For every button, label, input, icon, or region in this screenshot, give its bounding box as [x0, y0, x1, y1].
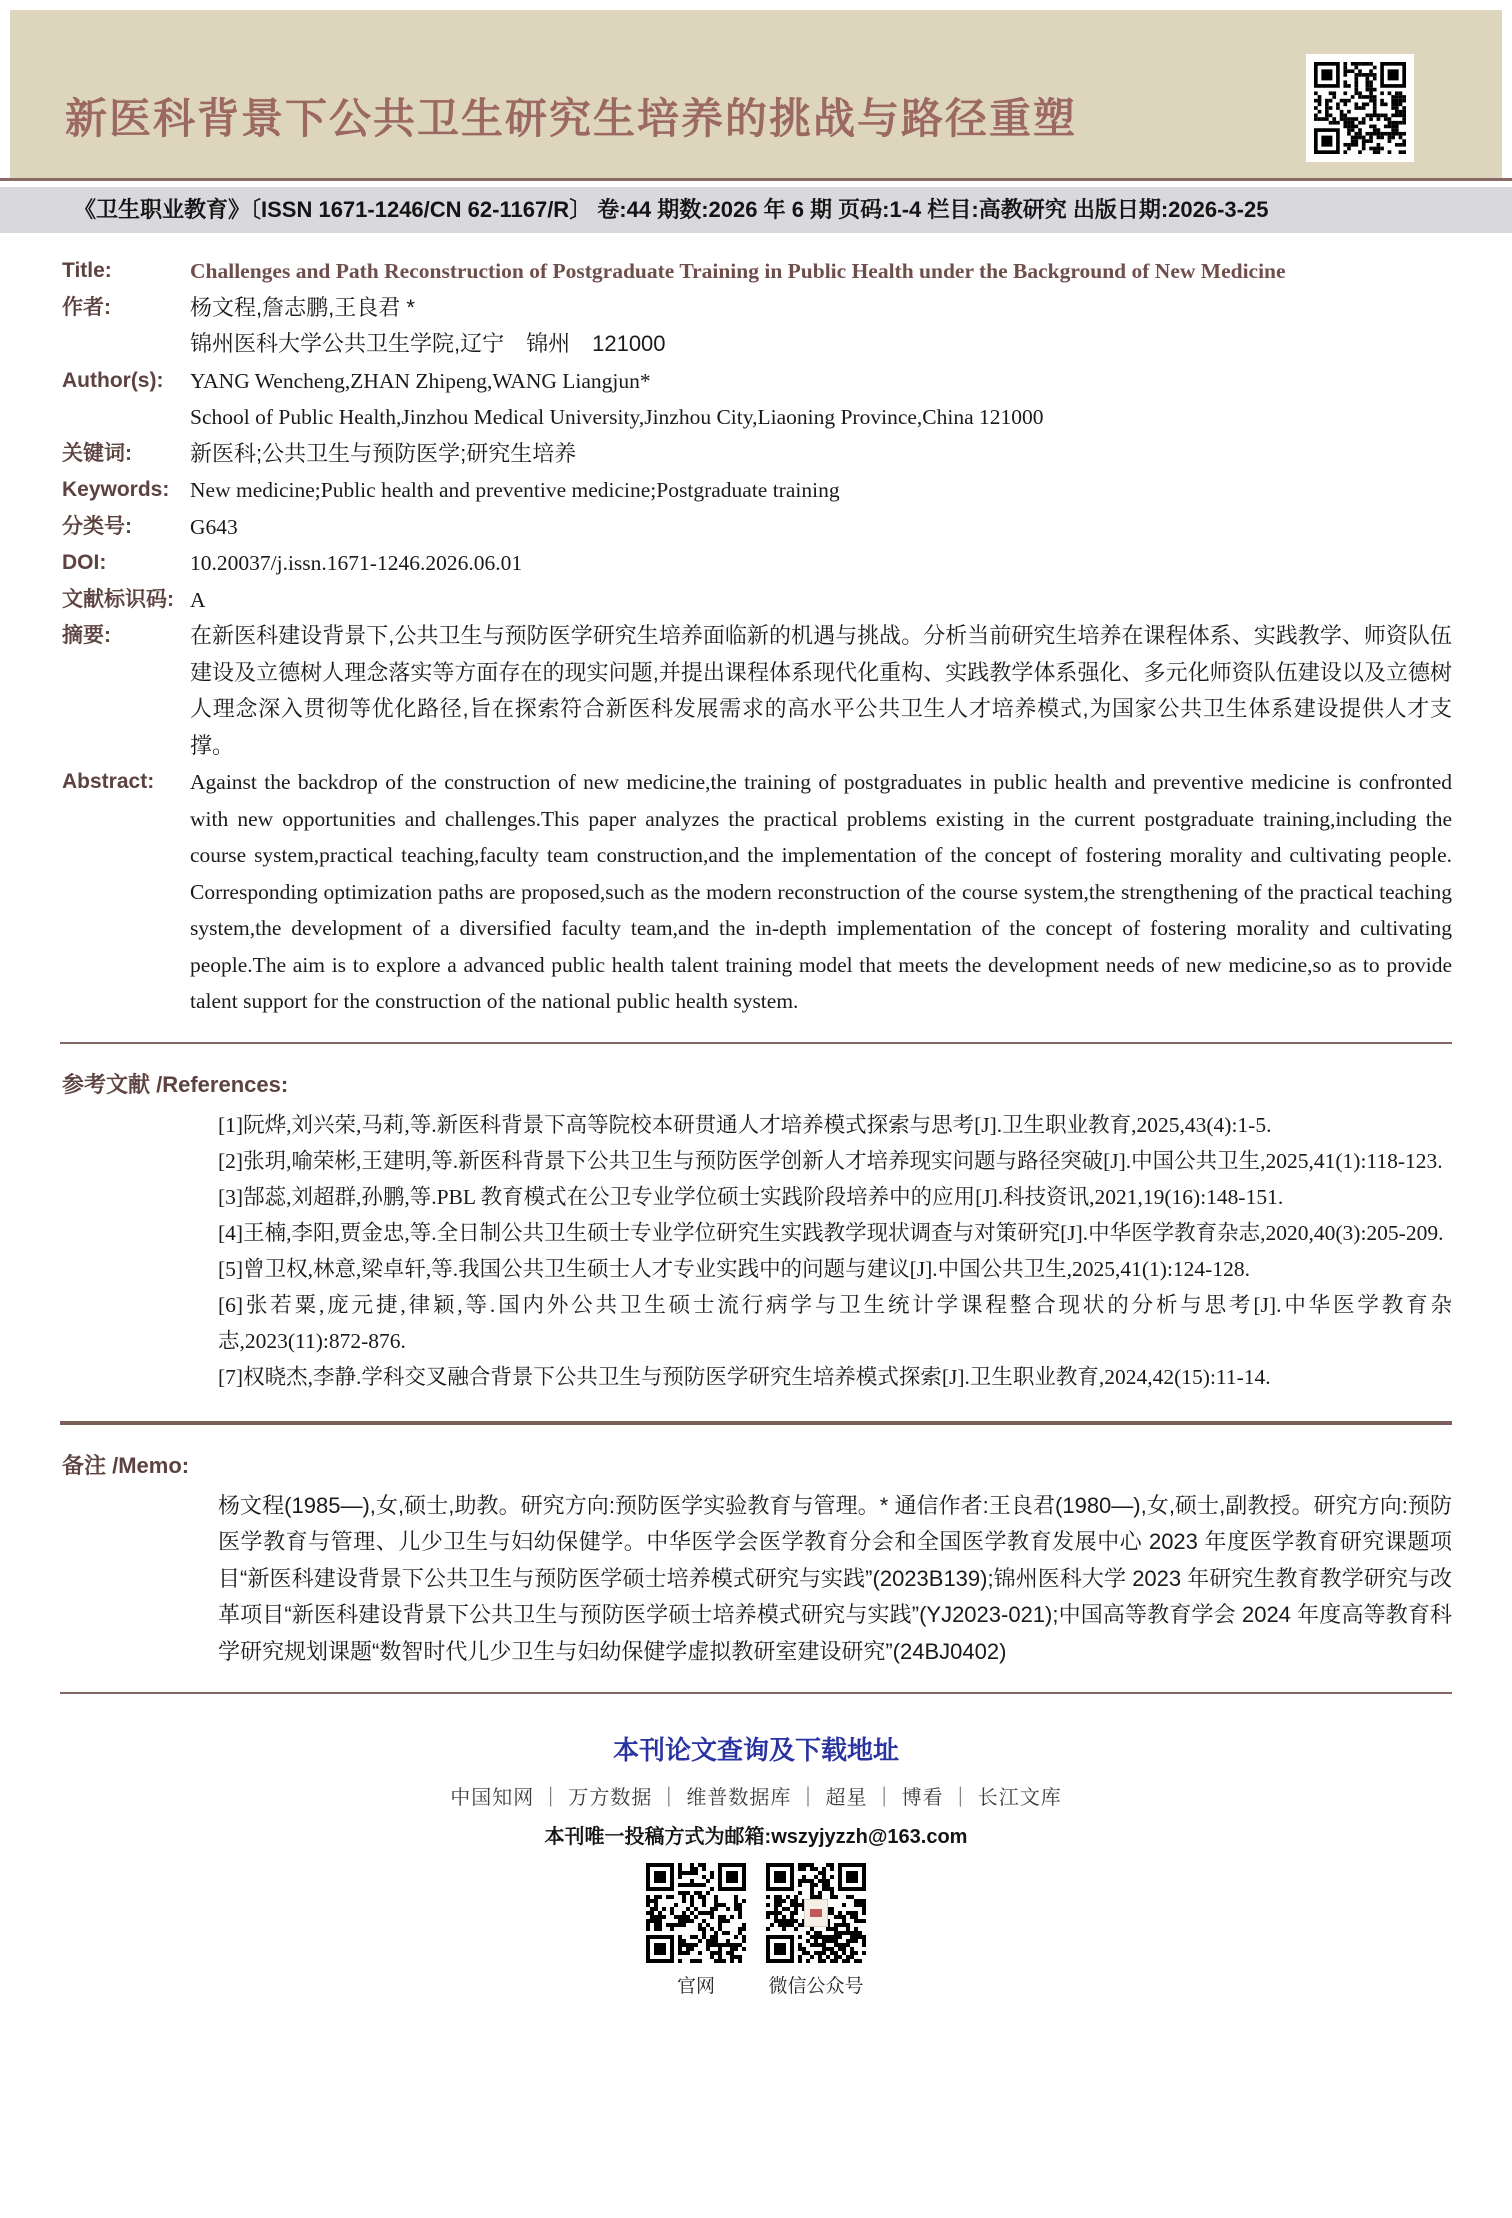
qr-matrix — [1314, 62, 1406, 154]
meta-row-abstract-cn — [62, 618, 1452, 764]
meta-label-title: Title: — [62, 259, 112, 282]
meta-row-keywords-cn — [62, 436, 1452, 473]
official-site-qr — [646, 1863, 746, 1998]
authors-en-names: YANG Wencheng,ZHAN Zhipeng,WANG Liangjun* — [190, 368, 651, 393]
qr-matrix — [646, 1863, 746, 1963]
meta-label-abstract-cn: 摘要: — [62, 624, 111, 647]
meta-row-abstract-en — [62, 764, 1452, 1020]
metadata-table — [62, 253, 1452, 1020]
meta-row-clc — [62, 509, 1452, 546]
article-title-cn: 新医科背景下公共卫生研究生培养的挑战与路径重塑 — [65, 95, 1078, 142]
meta-value-doi: 10.20037/j.issn.1671-1246.2026.06.01 — [190, 551, 523, 575]
meta-value-authors-en — [190, 363, 1452, 436]
header-divider — [0, 178, 1512, 181]
meta-row-doi — [62, 545, 1452, 582]
meta-value-authors-cn — [190, 290, 1452, 363]
reference-item: [7]权晓杰,李静.学科交叉融合背景下公共卫生与预防医学研究生培养模式探索[J].卫生职业教育,2024,42(15):11-14. — [218, 1364, 1271, 1389]
memo-text: 杨文程(1985—),女,硕士,助教。研究方向:预防医学实验教育与管理。* 通信作者:王良君(1980—),女,硕士,副教授。研究方向:预防医学教育与管理、儿少卫生与妇幼保健学。中华医学会医学教育分会和全国医学教育发展中心 2023 年度医学教育研究课题项目“新医科建设背景下公共卫生与预防医学硕士培养模式研究与实践”(2023B139);锦州医科大学 2023 年研究生教育教学研究与改革项目“新医科建设背景下公共卫生与预防医学硕士培养模式研究与实践”(YJ2023-021);中国高等教育学会 2024 年度高等教育科学研究规划课题“数智时代儿少卫生与妇幼保健学虚拟教研室建设研究”(24BJ0402) — [218, 1492, 1452, 1664]
meta-row-authors-en — [62, 363, 1452, 436]
reference-item: [3]郜蕊,刘超群,孙鹏,等.PBL 教育模式在公卫专业学位硕士实践阶段培养中的应用[J].科技资讯,2021,19(16):148-151. — [218, 1184, 1284, 1209]
wechat-qr-code-icon — [766, 1863, 866, 1963]
references-list — [218, 1107, 1452, 1395]
authors-en-affiliation: School of Public Health,Jinzhou Medical University,Jinzhou City,Liaoning Province,China 121000 — [190, 405, 1044, 429]
meta-value-title-en: Challenges and Path Reconstruction of Postgraduate Training in Public Health under the Background of New Medicine — [190, 259, 1286, 283]
meta-label-abstract-en: Abstract: — [62, 770, 155, 793]
journal-info-bar: 《卫生职业教育》〔ISSN 1671-1246/CN 62-1167/R〕 卷:44 期数:2026 年 6 期 页码:1-4 栏目:高教研究 出版日期:2026-3-25 — [0, 187, 1512, 233]
section-divider — [60, 1421, 1452, 1425]
meta-label-doc-code: 文献标识码: — [62, 587, 174, 611]
meta-label-keywords-cn: 关键词: — [62, 441, 132, 465]
meta-label-authors-en: Author(s): — [62, 368, 164, 392]
wechat-logo-icon — [804, 1899, 828, 1927]
official-site-qr-code-icon — [646, 1863, 746, 1963]
meta-value-abstract-en: Against the backdrop of the construction of new medicine,the training of postgraduates in public health and preventive medicine is confronted with new opportunities and challenges.This paper analyzes the practical problems existing in the current postgraduate training,including the course system,practical teaching,faculty team construction,and the implementation of the concept of fostering morality and cultivating people. Corresponding optimization paths are proposed,such as the modern reconstruction of the course system,the strengthening of the practical teaching system,the development of a diversified faculty team,and the in-depth implementation of the concept of fostering morality and cultivating people.The aim is to explore a advanced public health talent training model that meets the development needs of new medicine,so as to provide talent support for the construction of the national public health system. — [190, 770, 1452, 1013]
footer-download-title: 本刊论文查询及下载地址 — [612, 1735, 899, 1765]
meta-value-keywords-en: New medicine;Public health and preventive medicine;Postgraduate training — [190, 478, 840, 502]
meta-value-doc-code: A — [190, 587, 206, 612]
section-divider — [60, 1692, 1452, 1694]
meta-row-title — [62, 253, 1452, 290]
meta-label-doi: DOI: — [62, 551, 107, 574]
meta-value-abstract-cn: 在新医科建设背景下,公共卫生与预防医学研究生培养面临新的机遇与挑战。分析当前研究生培养在课程体系、实践教学、师资队伍建设及立德树人理念落实等方面存在的现实问题,并提出课程体系现代化重构、实践教学体系强化、多元化师资队伍建设以及立德树人理念深入贯彻等优化路径,旨在探索符合新医科发展需求的高水平公共卫生人才培养模式,为国家公共卫生体系建设提供人才支撑。 — [190, 623, 1452, 758]
reference-item: [4]王楠,李阳,贾金忠,等.全日制公共卫生硕士专业学位研究生实践教学现状调查与对策研究[J].中华医学教育杂志,2020,40(3):205-209. — [218, 1220, 1444, 1245]
reference-item: [2]张玥,喻荣彬,王建明,等.新医科背景下公共卫生与预防医学创新人才培养现实问题与路径突破[J].中国公共卫生,2025,41(1):118-123. — [218, 1148, 1443, 1173]
meta-value-clc: G643 — [190, 514, 238, 539]
authors-cn-affiliation: 锦州医科大学公共卫生学院,辽宁 锦州 121000 — [190, 331, 666, 356]
memo-heading: 备注 /Memo: — [62, 1452, 190, 1478]
article-qr-code-icon — [1306, 54, 1414, 162]
meta-label-clc: 分类号: — [62, 514, 132, 538]
footer-database-list: 中国知网 ｜ 万方数据 ｜ 维普数据库 ｜ 超星 ｜ 博看 ｜ 长江文库 — [450, 1787, 1062, 1809]
section-divider — [60, 1042, 1452, 1044]
reference-item: [1]阮烨,刘兴荣,马莉,等.新医科背景下高等院校本研贯通人才培养模式探索与思考[J].卫生职业教育,2025,43(4):1-5. — [218, 1112, 1272, 1137]
meta-label-keywords-en: Keywords: — [62, 478, 170, 501]
reference-item: [5]曾卫权,林意,梁卓轩,等.我国公共卫生硕士人才专业实践中的问题与建议[J].中国公共卫生,2025,41(1):124-128. — [218, 1256, 1250, 1281]
meta-row-authors-cn — [62, 290, 1452, 363]
reference-item: [6]张若粟,庞元捷,律颖,等.国内外公共卫生硕士流行病学与卫生统计学课程整合现状的分析与思考[J].中华医学教育杂志,2023(11):872-876. — [218, 1292, 1452, 1353]
footer-submission-email: 本刊唯一投稿方式为邮箱:wszyjyzzh@163.com — [544, 1826, 968, 1848]
wechat-qr — [766, 1863, 866, 1998]
meta-label-authors-cn: 作者: — [62, 295, 111, 319]
wechat-qr-label: 微信公众号 — [768, 1976, 864, 1997]
meta-value-keywords-cn: 新医科;公共卫生与预防医学;研究生培养 — [190, 440, 577, 466]
references-heading: 参考文献 /References: — [62, 1071, 289, 1097]
page-footer — [0, 1730, 1512, 1998]
meta-row-keywords-en — [62, 472, 1452, 509]
footer-qr-row — [0, 1863, 1512, 1998]
official-site-qr-label: 官网 — [676, 1976, 715, 1997]
authors-cn-names: 杨文程,詹志鹏,王良君 * — [190, 294, 415, 320]
meta-row-doc-code — [62, 582, 1452, 619]
page-header — [10, 10, 1502, 178]
